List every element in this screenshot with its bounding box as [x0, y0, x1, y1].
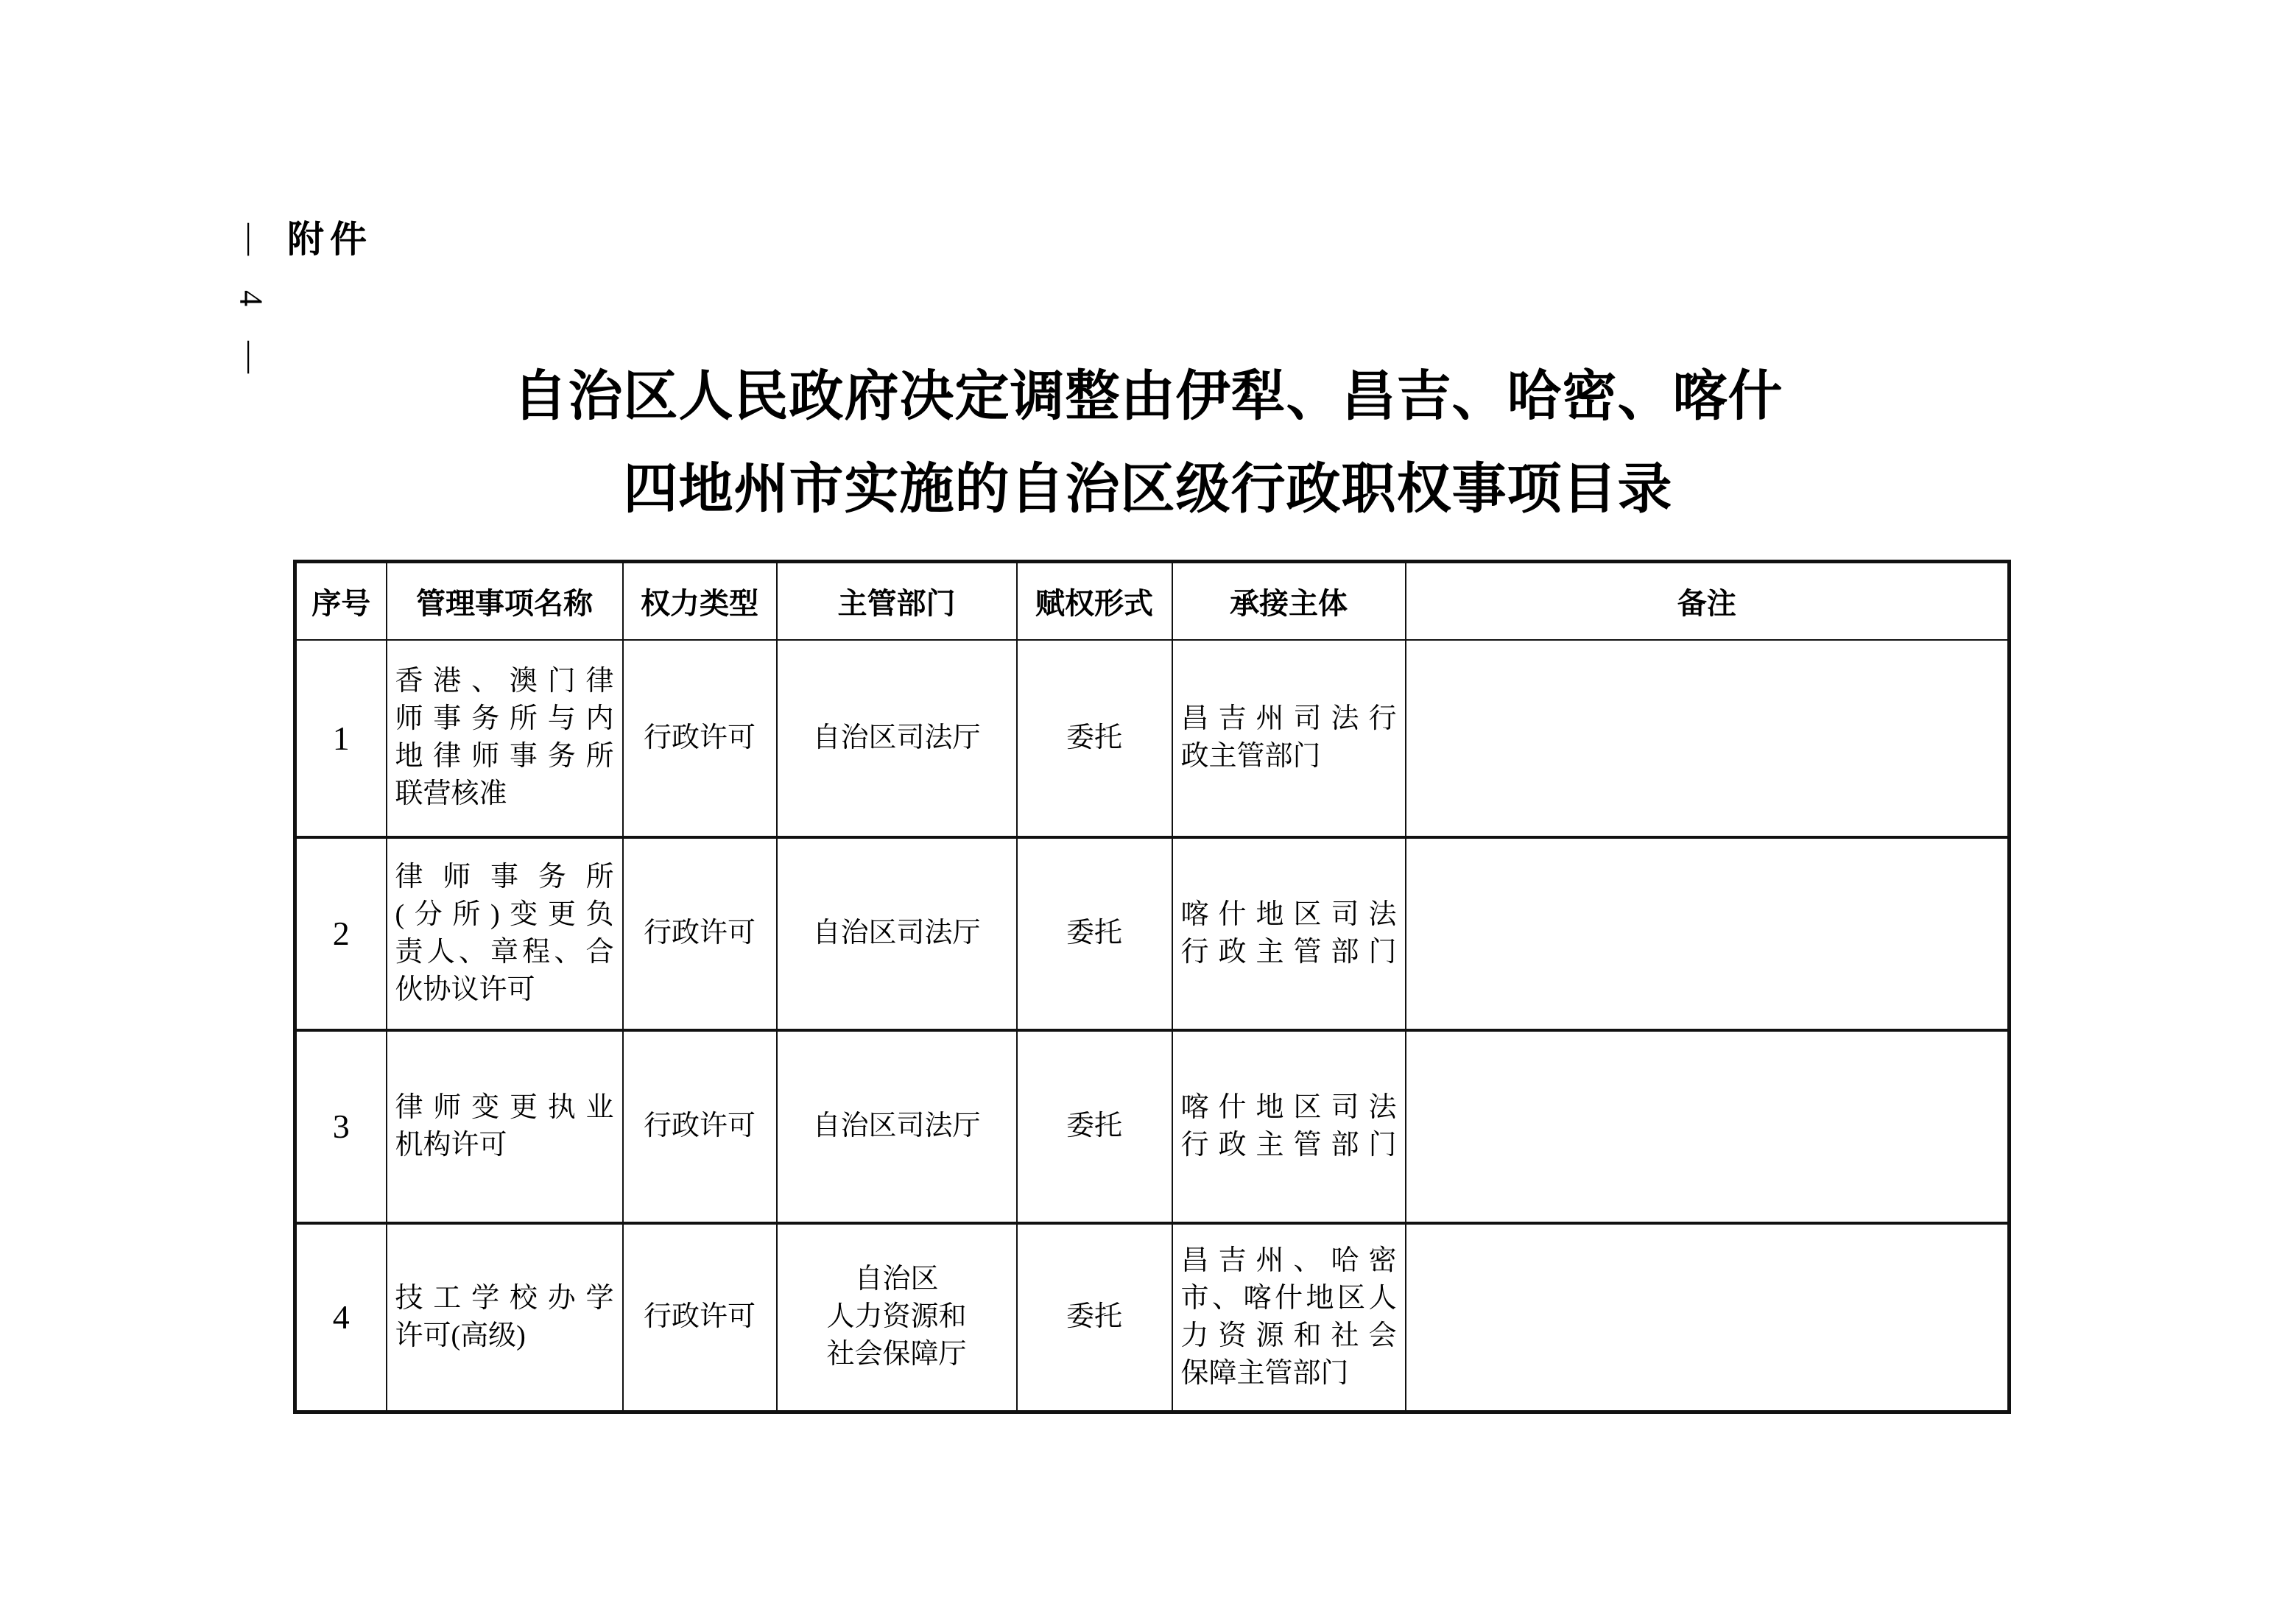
col-header-seq: 序号	[295, 562, 387, 640]
item-name-cell	[387, 640, 623, 837]
cell-line: 自治区司法厅	[812, 1110, 981, 1141]
col-header-grant-form: 赋权形式	[1017, 562, 1172, 640]
cell-line: 昌吉州司法行	[1180, 703, 1397, 734]
cell-line: 律师变更执业	[395, 1091, 614, 1123]
cell-line: 3	[332, 1108, 350, 1145]
table-row	[295, 640, 2010, 837]
cell-line: 行政许可	[643, 722, 756, 753]
cell-line: 委托	[1066, 1301, 1122, 1333]
cell-line: 师事务所与内	[395, 703, 614, 734]
table-header-row	[295, 562, 2010, 640]
page-number: — 4 —	[233, 223, 270, 384]
seq-cell	[295, 640, 387, 837]
cell-line: 4	[332, 1298, 350, 1337]
seq-cell	[295, 837, 387, 1030]
grant-form-cell	[1017, 1030, 1172, 1223]
cell-line: 保障主管部门	[1180, 1357, 1349, 1389]
item-name-cell	[387, 837, 623, 1030]
cell-line: 委托	[1066, 918, 1122, 948]
cell-line: 人力资源和	[826, 1301, 967, 1333]
cell-line: 行政许可	[643, 1301, 756, 1333]
department-cell	[777, 1223, 1017, 1412]
undertaker-cell	[1172, 1223, 1406, 1412]
col-header-power-type: 权力类型	[623, 562, 777, 640]
title-line-2: 四地州市实施的自治区级行政职权事项目录	[623, 460, 1673, 520]
undertaker-cell	[1172, 837, 1406, 1030]
table-row	[295, 1223, 2010, 1412]
cell-line: 委托	[1066, 1110, 1122, 1141]
power-type-cell	[623, 640, 777, 837]
cell-line: 香港、澳门律	[395, 666, 614, 697]
title-line-1: 自治区人民政府决定调整由伊犁、昌吉、哈密、喀什	[513, 367, 1783, 427]
cell-line: 自治区司法厅	[812, 918, 981, 948]
grant-form-cell	[1017, 837, 1172, 1030]
cell-line: 地律师事务所	[395, 741, 614, 772]
cell-line: 责人、章程、合	[395, 936, 614, 968]
grant-form-cell	[1017, 1223, 1172, 1412]
power-type-cell	[623, 837, 777, 1030]
attachment-label: 附件	[287, 219, 373, 260]
cell-line: 伙协议许可	[395, 974, 535, 1005]
cell-line: 政主管部门	[1180, 741, 1321, 772]
seq-cell	[295, 1030, 387, 1223]
cell-line: 委托	[1066, 722, 1122, 753]
cell-line: (分所)变更负	[395, 898, 614, 930]
undertaker-cell	[1172, 640, 1406, 837]
cell-line: 喀什地区司法	[1180, 1091, 1397, 1123]
cell-line: 社会保障厅	[826, 1339, 967, 1370]
remark-cell	[1406, 1030, 2010, 1223]
department-cell	[777, 640, 1017, 837]
remark-cell	[1406, 1223, 2010, 1412]
cell-line: 昌吉州、哈密	[1180, 1244, 1397, 1276]
cell-line: 联营核准	[395, 778, 507, 809]
table-row	[295, 1030, 2010, 1223]
seq-cell	[295, 1223, 387, 1412]
cell-line: 喀什地区司法	[1180, 898, 1397, 930]
cell-line: 许可(高级)	[395, 1320, 526, 1351]
department-cell	[777, 1030, 1017, 1223]
power-type-cell	[623, 1030, 777, 1223]
col-header-item-name: 管理事项名称	[387, 562, 623, 640]
col-header-remark: 备注	[1406, 562, 2010, 640]
undertaker-cell	[1172, 1030, 1406, 1223]
document-title	[0, 351, 2296, 536]
cell-line: 力资源和社会	[1180, 1320, 1397, 1351]
department-cell	[777, 837, 1017, 1030]
cell-line: 2	[332, 915, 350, 952]
remark-cell	[1406, 640, 2010, 837]
cell-line: 行政主管部门	[1180, 936, 1397, 968]
authority-items-table	[293, 560, 2011, 1414]
table-row	[295, 837, 2010, 1030]
cell-line: 自治区司法厅	[812, 722, 981, 753]
cell-line: 技工学校办学	[395, 1282, 614, 1314]
item-name-cell	[387, 1030, 623, 1223]
item-name-cell	[387, 1223, 623, 1412]
col-header-department: 主管部门	[777, 562, 1017, 640]
cell-line: 市、喀什地区人	[1180, 1282, 1397, 1314]
grant-form-cell	[1017, 640, 1172, 837]
cell-line: 律师事务所	[395, 861, 614, 893]
cell-line: 自治区	[854, 1264, 939, 1295]
cell-line: 行政主管部门	[1180, 1129, 1397, 1161]
cell-line: 行政许可	[643, 918, 756, 948]
remark-cell	[1406, 837, 2010, 1030]
cell-line: 行政许可	[643, 1110, 756, 1141]
cell-line: 1	[332, 719, 350, 757]
col-header-undertaker: 承接主体	[1172, 562, 1406, 640]
power-type-cell	[623, 1223, 777, 1412]
cell-line: 机构许可	[395, 1129, 507, 1161]
